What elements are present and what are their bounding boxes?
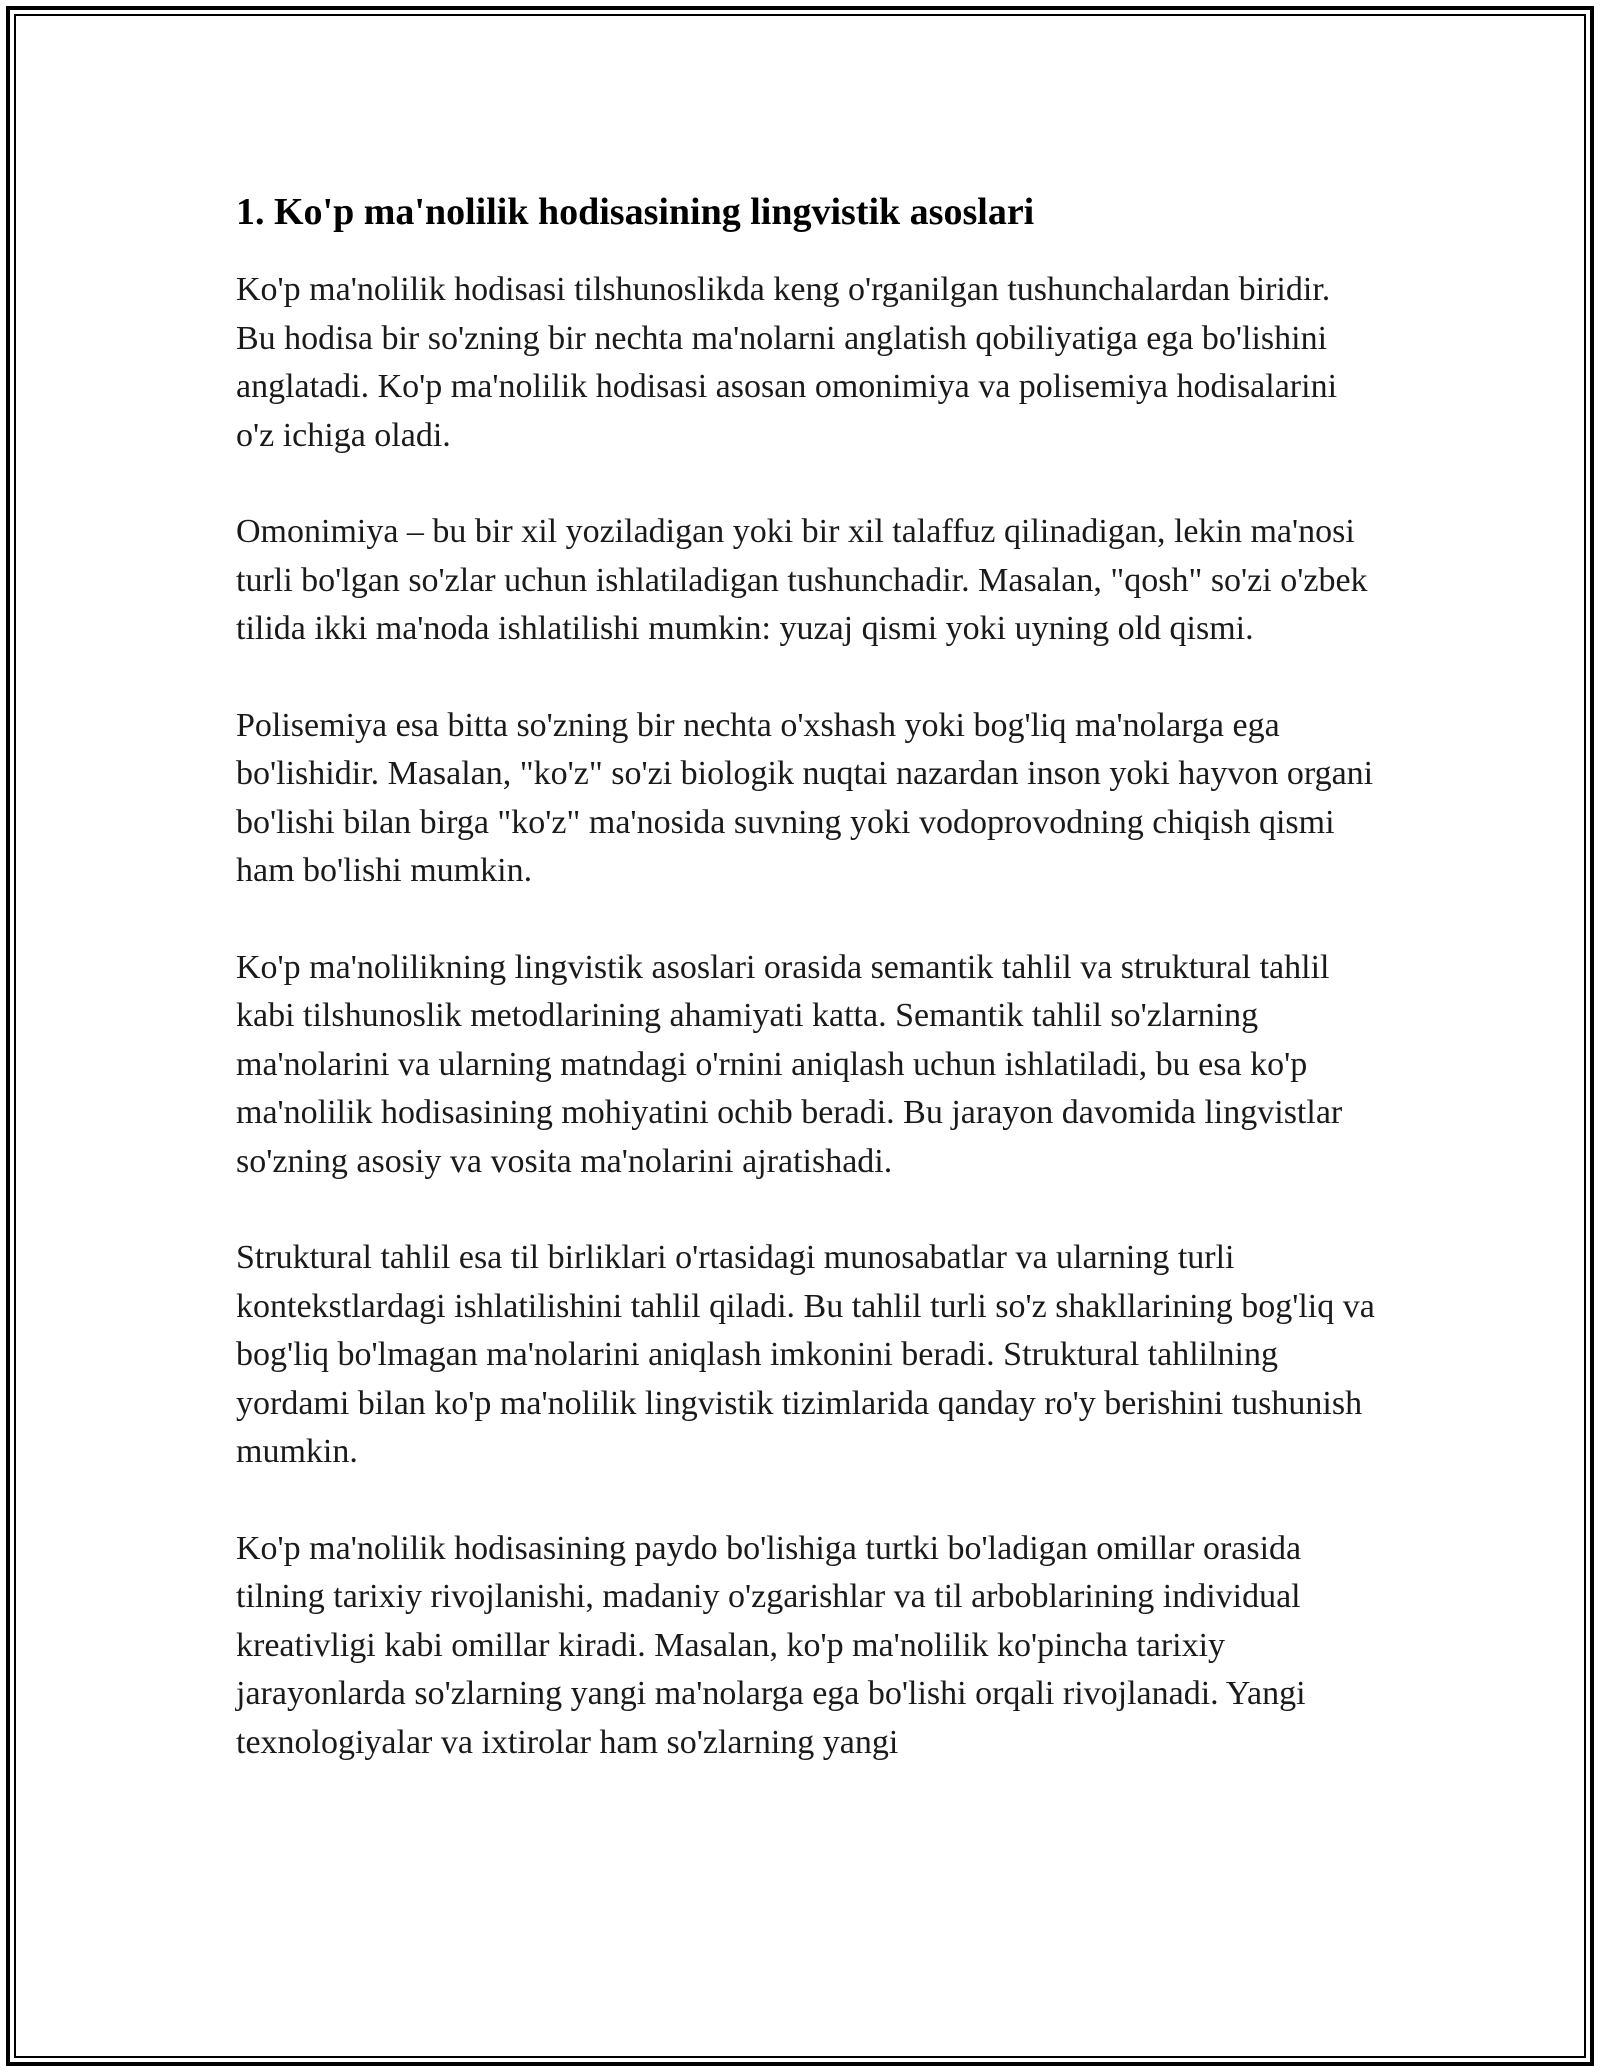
paragraph-1: Ko'p ma'nolilik hodisasi tilshunoslikda keng o'rganilgan tushunchalardan biridir. Bu hodisa bir so'zning bir nechta ma'nolarni anglatish qobiliyatiga ega bo'lishini anglatadi. Ko'p ma'nolilik hodisasi asosan omonimiya va polisemiya hodisalarini o'z ichiga oladi. xyxy=(236,271,1338,454)
paragraph-6: Ko'p ma'nolilik hodisasining paydo bo'lishiga turtki bo'ladigan omillar orasida tilning tarixiy rivojlanishi, madaniy o'zgarishlar va til arboblarining individual kreativligi kabi omillar kiradi. Masalan, ko'p ma'nolilik ko'pincha tarixiy jarayonlarda so'zlarning yangi ma'nolarga ega bo'lishi orqali rivojlanadi. Yangi texnologiyalar va ixtirolar ham so'zlarning yangi xyxy=(236,1529,1306,1761)
document-body xyxy=(236,186,1376,1815)
paragraph-3: Polisemiya esa bitta so'zning bir nechta o'xshash yoki bog'liq ma'nolarga ega bo'lishidir. Masalan, "ko'z" so'zi biologik nuqtai nazardan inson yoki hayvon organi bo'lishi bilan birga "ko'z" ma'nosida suvning yoki vodoprovodning chiqish qismi ham bo'lishi mumkin. xyxy=(236,706,1374,889)
paragraph-5: Struktural tahlil esa til birliklari o'rtasidagi munosabatlar va ularning turli kontekstlardagi ishlatilishini tahlil qiladi. Bu tahlil turli so'z shakllarining bog'liq va bog'liq bo'lmagan ma'nolarini aniqlash imkonini beradi. Struktural tahlilning yordami bilan ko'p ma'nolilik lingvistik tizimlarida qanday ro'y berishini tushunish mumkin. xyxy=(236,1239,1375,1470)
paragraph-2: Omonimiya – bu bir xil yoziladigan yoki bir xil talaffuz qilinadigan, lekin ma'nosi turli bo'lgan so'zlar uchun ishlatiladigan tushunchadir. Masalan, "qosh" so'zi o'zbek tilida ikki ma'noda ishlatilishi mumkin: yuzaj qismi yoki uyning old qismi. xyxy=(236,513,1368,647)
section-heading: 1. Ko'p ma'nolilik hodisasining lingvistik asoslari xyxy=(236,191,1035,233)
paragraph-4: Ko'p ma'nolilikning lingvistik asoslari orasida semantik tahlil va struktural tahlil kabi tilshunoslik metodlarining ahamiyati katta. Semantik tahlil so'zlarning ma'nolarini va ularning matndagi o'rnini aniqlash uchun ishlatiladi, bu esa ko'p ma'nolilik hodisasining mohiyatini ochib beradi. Bu jarayon davomida lingvistlar so'zning asosiy va vosita ma'nolarini ajratishadi. xyxy=(236,948,1343,1180)
